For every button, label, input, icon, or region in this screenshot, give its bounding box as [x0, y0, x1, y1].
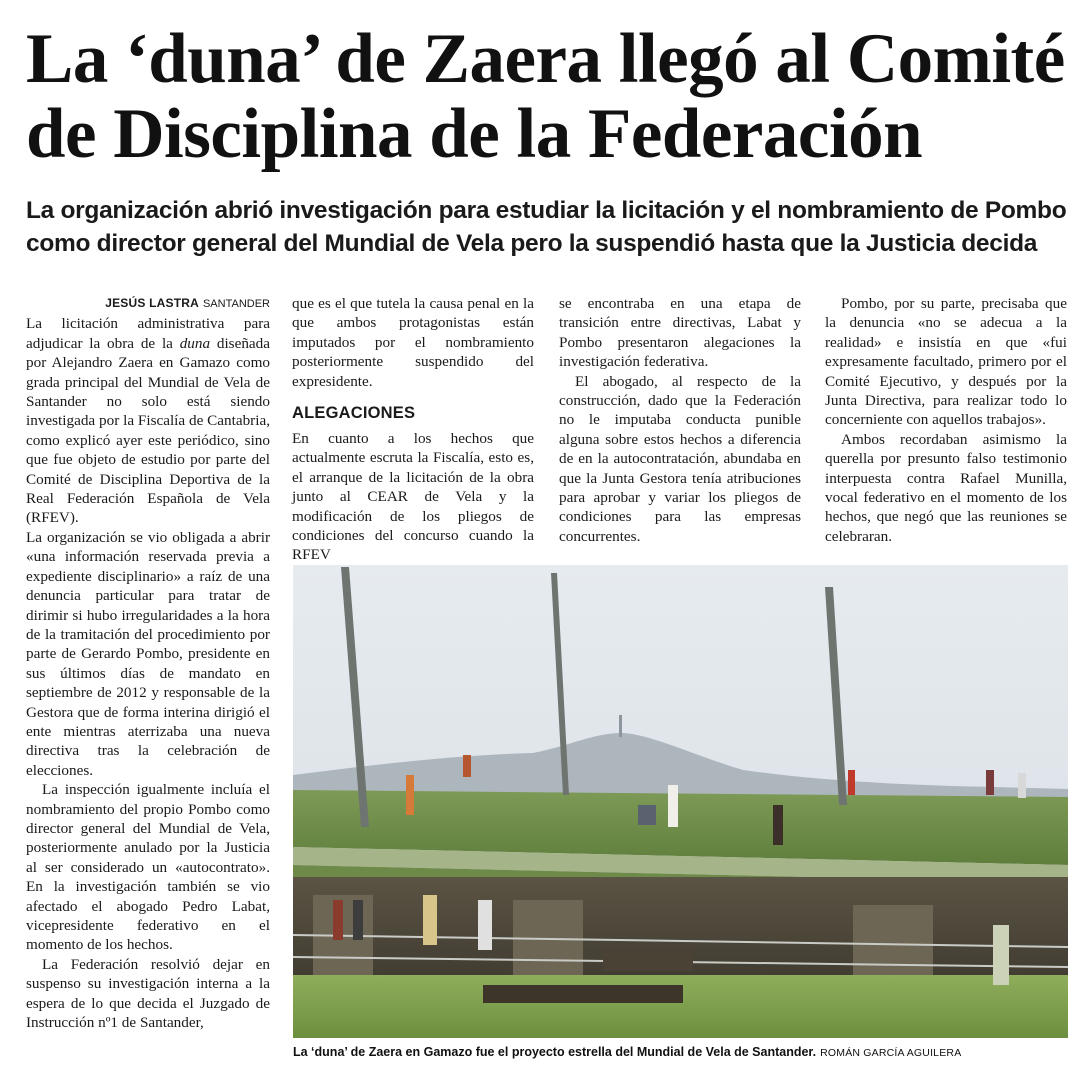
paragraph: La Federación resolvió dejar en suspenso su investigación interna a la espera de lo que decida el Juzgado de Instrucción nº1 de Santander,	[26, 955, 270, 1032]
paragraph: La inspección igualmente incluía el nombramiento del propio Pombo como director general del Mundial de Vela, posteriormente anulado por la Justicia al ser considerado un «autocontrato». En la investigación también se vio afectado el abogado Pedro Labat, vicepresidente federativo en el momento de los hechos.	[26, 781, 270, 954]
column-2	[292, 294, 534, 565]
column-3	[559, 294, 801, 546]
emphasis: duna	[179, 334, 211, 352]
byline	[26, 294, 270, 314]
paragraph: El abogado, al respecto de la construcción, dado que la Federación no le imputaba conducta punible alguna sobre estos hechos a diferencia de en la autocontratación, abundaba en que la Junta Gestora tenía atribuciones para aprobar y variar los pliegos de condiciones para las empresas concurrentes.	[559, 372, 801, 545]
author-location: SANTANDER	[202, 298, 270, 310]
paragraph: La organización se vio obligada a abrir «una información reservada previa a expediente disciplinario» a raíz de una denuncia particular para tratar de dirimir si hubo irregularidades a la hora de la tramitación del procedimiento por parte de Gerardo Pombo, presidente en sus últimos días de mandato en septiembre de 2012 y responsable de la Gestora que de forma interina dirigió el ente mientras aterrizaba una nueva directiva tras la celebración de elecciones.	[26, 528, 270, 779]
column-4	[825, 294, 1067, 546]
paragraph: Pombo, por su parte, precisaba que la denuncia «no se adecua a la realidad» e insistía en que «fui expresamente facultado, primero por el Comité Ejecutivo, y después por la Junta Directiva, para realizar todo lo concerniente con aquellos trabajos».	[825, 295, 1067, 429]
paragraph: La licitación administrativa para adjudicar la obra de la duna diseñada por Alejandro Zaera en Gamazo como grada principal del Mundial de Vela de Santander no solo está siendo investigada por la Fiscalía de Cantabria, como explicó ayer este periódico, sino que fue objeto de estudio por parte del Comité de Disciplina Deportiva de la Real Federación Española de Vela (RFEV).	[26, 315, 271, 527]
section-heading: ALEGACIONES	[292, 404, 416, 423]
article-photo	[293, 565, 1068, 1038]
paragraph: En cuanto a los hechos que actualmente escruta la Fiscalía, esto es, el arranque de la licitación de la obra junto al CEAR de Vela y la modificación de los pliegos de condiciones del concurso cuando la RFEV	[292, 430, 534, 564]
photo-caption	[293, 1044, 1083, 1061]
paragraph: se encontraba en una etapa de transición entre directivas, Labat y Pombo presentaron alegaciones la investigación federativa.	[559, 295, 801, 371]
headline: La ‘duna’ de Zaera llegó al Comité de Disciplina de la Federación	[26, 20, 1065, 173]
author-name: JESÚS LASTRA	[105, 296, 199, 310]
column-1	[26, 294, 270, 1032]
paragraph: Ambos recordaban asimismo la querella por presunto falso testimonio interpuesta contra Rafael Munilla, vocal federativo en el momento de los hechos, que negó que las reuniones se celebraran.	[825, 430, 1067, 545]
paragraph: que es el que tutela la causa penal en la que ambos protagonistas están imputados por el nombramiento posteriormente suspendido del expresidente.	[292, 295, 534, 390]
caption-text: La ‘duna’ de Zaera en Gamazo fue el proyecto estrella del Mundial de Vela de Santander.	[293, 1045, 817, 1059]
subheadline: La organización abrió investigación para estudiar la licitación y el nombramiento de Pombo como director general del Mundial de Vela pero la suspendió hasta que la Justicia decida	[26, 197, 1067, 257]
photo-credit: ROMÁN GARCÍA AGUILERA	[820, 1047, 962, 1059]
